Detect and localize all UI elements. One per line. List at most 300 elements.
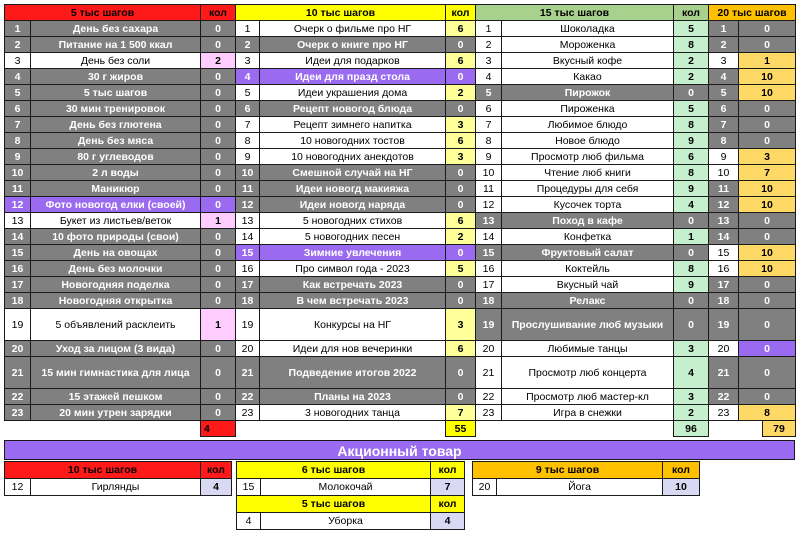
count-15k: 0 — [674, 213, 709, 229]
count-10k: 0 — [446, 277, 476, 293]
count-10k: 0 — [446, 101, 476, 117]
count-5k: 0 — [201, 21, 236, 37]
row-number-5k: 14 — [5, 229, 31, 245]
row-number-20k: 17 — [709, 277, 739, 293]
count-20k: 10 — [739, 85, 796, 101]
task-15k: Любимые танцы — [502, 341, 674, 357]
task-15k: Пирожок — [502, 85, 674, 101]
promo-item-number: 12 — [5, 479, 31, 496]
header-5k: 5 тыс шагов — [5, 5, 201, 21]
row-number-15k: 11 — [476, 181, 502, 197]
promo-header-10k: 10 тыс шагов — [5, 462, 201, 479]
count-5k: 1 — [201, 309, 236, 341]
row-number-15k: 10 — [476, 165, 502, 181]
row-number-20k: 5 — [709, 85, 739, 101]
row-number-15k: 15 — [476, 245, 502, 261]
task-10k: Конкурсы на НГ — [260, 309, 446, 341]
promo-item-kol: 4 — [431, 513, 465, 530]
count-10k: 0 — [446, 181, 476, 197]
count-15k: 0 — [674, 309, 709, 341]
table-row — [5, 181, 796, 197]
promo-kol-9k: кол — [663, 462, 700, 479]
table-row — [5, 69, 796, 85]
task-10k: Идеи новогд макияжа — [260, 181, 446, 197]
row-number-10k: 17 — [236, 277, 260, 293]
task-10k: 3 новогодних танца — [260, 405, 446, 421]
promo-item-number: 4 — [237, 513, 261, 530]
table-row — [5, 261, 796, 277]
table-row — [5, 117, 796, 133]
task-5k: 10 фото природы (свои) — [31, 229, 201, 245]
row-number-10k: 15 — [236, 245, 260, 261]
count-20k: 0 — [739, 277, 796, 293]
count-10k: 6 — [446, 21, 476, 37]
table-row — [5, 341, 796, 357]
count-5k: 0 — [201, 341, 236, 357]
row-number-5k: 16 — [5, 261, 31, 277]
promo-item-name: Молокочай — [261, 479, 431, 496]
row-number-15k: 7 — [476, 117, 502, 133]
table-row — [5, 277, 796, 293]
count-10k: 0 — [446, 293, 476, 309]
task-5k: День без глютена — [31, 117, 201, 133]
row-number-5k: 15 — [5, 245, 31, 261]
row-number-10k: 10 — [236, 165, 260, 181]
totals-row — [5, 421, 796, 437]
row-number-10k: 14 — [236, 229, 260, 245]
count-15k: 9 — [674, 181, 709, 197]
task-5k: 15 этажей пешком — [31, 389, 201, 405]
row-number-5k: 23 — [5, 405, 31, 421]
task-5k: 30 г жиров — [31, 69, 201, 85]
count-5k: 2 — [201, 53, 236, 69]
row-number-10k: 20 — [236, 341, 260, 357]
promo-item-number: 15 — [237, 479, 261, 496]
task-5k: День на овощах — [31, 245, 201, 261]
count-10k: 2 — [446, 85, 476, 101]
task-15k: Какао — [502, 69, 674, 85]
promo-header-5k: 5 тыс шагов — [237, 496, 431, 513]
count-10k: 0 — [446, 165, 476, 181]
row-number-5k: 9 — [5, 149, 31, 165]
row-number-20k: 7 — [709, 117, 739, 133]
count-5k: 0 — [201, 389, 236, 405]
row-number-20k: 12 — [709, 197, 739, 213]
count-5k: 0 — [201, 293, 236, 309]
row-number-5k: 7 — [5, 117, 31, 133]
task-15k: Релакс — [502, 293, 674, 309]
row-number-20k: 21 — [709, 357, 739, 389]
row-number-10k: 4 — [236, 69, 260, 85]
count-20k: 0 — [739, 133, 796, 149]
row-number-10k: 3 — [236, 53, 260, 69]
count-20k: 0 — [739, 229, 796, 245]
row-number-5k: 8 — [5, 133, 31, 149]
task-10k: 5 новогодних песен — [260, 229, 446, 245]
row-number-15k: 1 — [476, 21, 502, 37]
count-10k: 0 — [446, 389, 476, 405]
promo-kol-5k: кол — [431, 496, 465, 513]
row-number-15k: 17 — [476, 277, 502, 293]
count-5k: 0 — [201, 261, 236, 277]
count-15k: 8 — [674, 165, 709, 181]
count-15k: 0 — [674, 85, 709, 101]
count-10k: 2 — [446, 229, 476, 245]
row-number-10k: 1 — [236, 21, 260, 37]
promo-header-6k: 6 тыс шагов — [237, 462, 431, 479]
count-15k: 2 — [674, 405, 709, 421]
count-5k: 0 — [201, 117, 236, 133]
table-row — [5, 293, 796, 309]
row-number-15k: 16 — [476, 261, 502, 277]
table-row — [5, 357, 796, 389]
task-10k: Про символ года - 2023 — [260, 261, 446, 277]
count-10k: 0 — [446, 37, 476, 53]
row-number-5k: 6 — [5, 101, 31, 117]
row-number-15k: 2 — [476, 37, 502, 53]
row-number-10k: 7 — [236, 117, 260, 133]
task-10k: Очерк о фильме про НГ — [260, 21, 446, 37]
task-10k: Идеи для празд стола — [260, 69, 446, 85]
row-number-5k: 21 — [5, 357, 31, 389]
task-15k: Прослушивание люб музыки — [502, 309, 674, 341]
count-20k: 10 — [739, 197, 796, 213]
task-5k: Новогодняя открытка — [31, 293, 201, 309]
count-5k: 0 — [201, 85, 236, 101]
count-10k: 0 — [446, 357, 476, 389]
row-number-20k: 2 — [709, 37, 739, 53]
header-kol-5k: кол — [201, 5, 236, 21]
task-5k: День без мяса — [31, 133, 201, 149]
count-15k: 3 — [674, 389, 709, 405]
task-15k: Вкусный кофе — [502, 53, 674, 69]
row-number-5k: 1 — [5, 21, 31, 37]
count-20k: 0 — [739, 213, 796, 229]
count-10k: 7 — [446, 405, 476, 421]
count-5k: 0 — [201, 277, 236, 293]
row-number-5k: 10 — [5, 165, 31, 181]
count-15k: 9 — [674, 277, 709, 293]
task-5k: 5 объявлений расклеить — [31, 309, 201, 341]
row-number-5k: 2 — [5, 37, 31, 53]
row-number-20k: 22 — [709, 389, 739, 405]
row-number-10k: 2 — [236, 37, 260, 53]
row-number-10k: 9 — [236, 149, 260, 165]
count-20k: 0 — [739, 357, 796, 389]
count-5k: 0 — [201, 229, 236, 245]
row-number-20k: 1 — [709, 21, 739, 37]
row-number-15k: 4 — [476, 69, 502, 85]
row-number-20k: 18 — [709, 293, 739, 309]
task-15k: Фруктовый салат — [502, 245, 674, 261]
count-10k: 6 — [446, 341, 476, 357]
task-10k: Подведение итогов 2022 — [260, 357, 446, 389]
task-15k: Конфетка — [502, 229, 674, 245]
row-number-10k: 19 — [236, 309, 260, 341]
row-number-20k: 4 — [709, 69, 739, 85]
count-20k: 0 — [739, 37, 796, 53]
count-20k: 10 — [739, 261, 796, 277]
count-20k: 0 — [739, 117, 796, 133]
count-20k: 0 — [739, 341, 796, 357]
row-number-5k: 11 — [5, 181, 31, 197]
task-15k: Просмотр люб фильма — [502, 149, 674, 165]
row-number-10k: 6 — [236, 101, 260, 117]
row-number-10k: 21 — [236, 357, 260, 389]
task-15k: Кусочек торта — [502, 197, 674, 213]
promo-item-kol: 10 — [663, 479, 700, 496]
row-number-5k: 13 — [5, 213, 31, 229]
count-5k: 0 — [201, 149, 236, 165]
task-5k: Новогодняя поделка — [31, 277, 201, 293]
count-5k: 0 — [201, 101, 236, 117]
table-row — [5, 53, 796, 69]
promo-header-9k: 9 тыс шагов — [473, 462, 663, 479]
task-5k: День без молочки — [31, 261, 201, 277]
row-number-15k: 13 — [476, 213, 502, 229]
header-20k: 20 тыс шагов — [709, 5, 796, 21]
row-number-5k: 20 — [5, 341, 31, 357]
row-number-15k: 14 — [476, 229, 502, 245]
count-5k: 0 — [201, 357, 236, 389]
promo-table-5k — [236, 495, 465, 530]
task-5k: 20 мин утрен зарядки — [31, 405, 201, 421]
task-15k: Вкусный чай — [502, 277, 674, 293]
row-number-10k: 11 — [236, 181, 260, 197]
row-number-10k: 16 — [236, 261, 260, 277]
count-5k: 0 — [201, 245, 236, 261]
row-number-10k: 5 — [236, 85, 260, 101]
row-number-20k: 8 — [709, 133, 739, 149]
count-15k: 8 — [674, 261, 709, 277]
task-10k: Идеи украшения дома — [260, 85, 446, 101]
count-20k: 10 — [739, 69, 796, 85]
count-5k: 0 — [201, 133, 236, 149]
count-5k: 0 — [201, 165, 236, 181]
task-15k: Процедуры для себя — [502, 181, 674, 197]
count-20k: 0 — [739, 309, 796, 341]
row-number-10k: 18 — [236, 293, 260, 309]
total-10k: 55 — [446, 421, 476, 437]
row-number-15k: 20 — [476, 341, 502, 357]
count-15k: 5 — [674, 21, 709, 37]
count-15k: 2 — [674, 53, 709, 69]
promo-kol-6k: кол — [431, 462, 465, 479]
task-15k: Просмотр люб мастер-кл — [502, 389, 674, 405]
header-10k: 10 тыс шагов — [236, 5, 446, 21]
promo-item-kol: 7 — [431, 479, 465, 496]
count-5k: 0 — [201, 37, 236, 53]
header-kol-10k: кол — [446, 5, 476, 21]
row-number-20k: 16 — [709, 261, 739, 277]
task-10k: Зимние увлечения — [260, 245, 446, 261]
row-number-20k: 19 — [709, 309, 739, 341]
task-15k: Коктейль — [502, 261, 674, 277]
task-5k: Букет из листьев/веток — [31, 213, 201, 229]
row-number-5k: 3 — [5, 53, 31, 69]
count-10k: 0 — [446, 197, 476, 213]
row-number-15k: 8 — [476, 133, 502, 149]
row-number-5k: 19 — [5, 309, 31, 341]
task-5k: 2 л воды — [31, 165, 201, 181]
row-number-10k: 12 — [236, 197, 260, 213]
task-5k: День без сахара — [31, 21, 201, 37]
row-number-15k: 21 — [476, 357, 502, 389]
task-10k: Рецепт новогод блюда — [260, 101, 446, 117]
table-row — [5, 213, 796, 229]
table-row — [5, 133, 796, 149]
total-5k: 4 — [201, 421, 236, 437]
total-15k: 96 — [674, 421, 709, 437]
row-number-15k: 19 — [476, 309, 502, 341]
promo-item-kol: 4 — [201, 479, 232, 496]
count-5k: 0 — [201, 69, 236, 85]
header-15k: 15 тыс шагов — [476, 5, 674, 21]
task-10k: Как встречать 2023 — [260, 277, 446, 293]
promo-kol-10k: кол — [201, 462, 232, 479]
task-15k: Любимое блюдо — [502, 117, 674, 133]
task-10k: В чем встречать 2023 — [260, 293, 446, 309]
task-15k: Поход в кафе — [502, 213, 674, 229]
count-10k: 3 — [446, 117, 476, 133]
row-number-15k: 12 — [476, 197, 502, 213]
count-15k: 0 — [674, 293, 709, 309]
count-5k: 0 — [201, 181, 236, 197]
promo-item-name: Уборка — [261, 513, 431, 530]
task-5k: 15 мин гимнастика для лица — [31, 357, 201, 389]
row-number-5k: 4 — [5, 69, 31, 85]
table-row — [5, 21, 796, 37]
promo-title: Акционный товар — [4, 440, 795, 460]
row-number-20k: 3 — [709, 53, 739, 69]
row-number-20k: 20 — [709, 341, 739, 357]
promo-table-9k — [472, 461, 700, 496]
count-15k: 2 — [674, 69, 709, 85]
count-20k: 10 — [739, 181, 796, 197]
count-10k: 6 — [446, 133, 476, 149]
task-15k: Чтение люб книги — [502, 165, 674, 181]
count-20k: 7 — [739, 165, 796, 181]
count-5k: 1 — [201, 213, 236, 229]
task-15k: Игра в снежки — [502, 405, 674, 421]
promo-item-name: Йога — [497, 479, 663, 496]
row-number-10k: 23 — [236, 405, 260, 421]
count-20k: 0 — [739, 21, 796, 37]
main-spreadsheet — [4, 4, 796, 437]
task-15k: Шоколадка — [502, 21, 674, 37]
task-10k: Идеи для подарков — [260, 53, 446, 69]
header-kol-15k: кол — [674, 5, 709, 21]
promo-item-number: 20 — [473, 479, 497, 496]
row-number-20k: 15 — [709, 245, 739, 261]
count-10k: 3 — [446, 309, 476, 341]
row-number-15k: 3 — [476, 53, 502, 69]
task-5k: 80 г углеводов — [31, 149, 201, 165]
row-number-20k: 13 — [709, 213, 739, 229]
count-10k: 5 — [446, 261, 476, 277]
task-10k: 10 новогодних анекдотов — [260, 149, 446, 165]
row-number-15k: 6 — [476, 101, 502, 117]
count-10k: 0 — [446, 245, 476, 261]
task-15k: Просмотр люб концерта — [502, 357, 674, 389]
task-5k: Питание на 1 500 ккал — [31, 37, 201, 53]
count-15k: 0 — [674, 245, 709, 261]
promo-item-name: Гирлянды — [31, 479, 201, 496]
row-number-10k: 22 — [236, 389, 260, 405]
table-row — [5, 245, 796, 261]
task-10k: Смешной случай на НГ — [260, 165, 446, 181]
row-number-15k: 22 — [476, 389, 502, 405]
count-20k: 8 — [739, 405, 796, 421]
table-row — [5, 389, 796, 405]
promo-table-10k — [4, 461, 232, 496]
promo-table-6k — [236, 461, 465, 496]
task-15k: Мороженка — [502, 37, 674, 53]
table-row — [5, 85, 796, 101]
row-number-5k: 5 — [5, 85, 31, 101]
table-row — [5, 405, 796, 421]
row-number-10k: 13 — [236, 213, 260, 229]
total-20k: 79 — [763, 421, 796, 437]
row-number-15k: 23 — [476, 405, 502, 421]
count-15k: 9 — [674, 133, 709, 149]
row-number-5k: 18 — [5, 293, 31, 309]
table-row — [5, 229, 796, 245]
count-15k: 5 — [674, 101, 709, 117]
task-10k: Очерк о книге про НГ — [260, 37, 446, 53]
count-15k: 6 — [674, 149, 709, 165]
task-10k: Идеи для нов вечеринки — [260, 341, 446, 357]
count-20k: 3 — [739, 149, 796, 165]
row-number-20k: 10 — [709, 165, 739, 181]
row-number-15k: 9 — [476, 149, 502, 165]
table-row — [5, 149, 796, 165]
count-10k: 6 — [446, 213, 476, 229]
row-number-20k: 23 — [709, 405, 739, 421]
row-number-5k: 22 — [5, 389, 31, 405]
row-number-20k: 6 — [709, 101, 739, 117]
task-10k: Идеи новогд наряда — [260, 197, 446, 213]
count-15k: 3 — [674, 341, 709, 357]
task-10k: 10 новогодних тостов — [260, 133, 446, 149]
task-5k: 30 мин тренировок — [31, 101, 201, 117]
count-10k: 3 — [446, 149, 476, 165]
task-10k: Рецепт зимнего напитка — [260, 117, 446, 133]
task-10k: Планы на 2023 — [260, 389, 446, 405]
count-20k: 10 — [739, 245, 796, 261]
count-5k: 0 — [201, 197, 236, 213]
table-row — [5, 165, 796, 181]
table-row — [5, 197, 796, 213]
count-20k: 0 — [739, 101, 796, 117]
count-10k: 6 — [446, 53, 476, 69]
header-row — [5, 5, 796, 21]
task-5k: День без соли — [31, 53, 201, 69]
count-15k: 8 — [674, 117, 709, 133]
count-20k: 0 — [739, 293, 796, 309]
row-number-20k: 14 — [709, 229, 739, 245]
count-5k: 0 — [201, 405, 236, 421]
task-15k: Пироженка — [502, 101, 674, 117]
table-row — [5, 37, 796, 53]
count-20k: 1 — [739, 53, 796, 69]
row-number-20k: 11 — [709, 181, 739, 197]
count-15k: 1 — [674, 229, 709, 245]
row-number-20k: 9 — [709, 149, 739, 165]
row-number-5k: 17 — [5, 277, 31, 293]
row-number-15k: 18 — [476, 293, 502, 309]
task-15k: Новое блюдо — [502, 133, 674, 149]
